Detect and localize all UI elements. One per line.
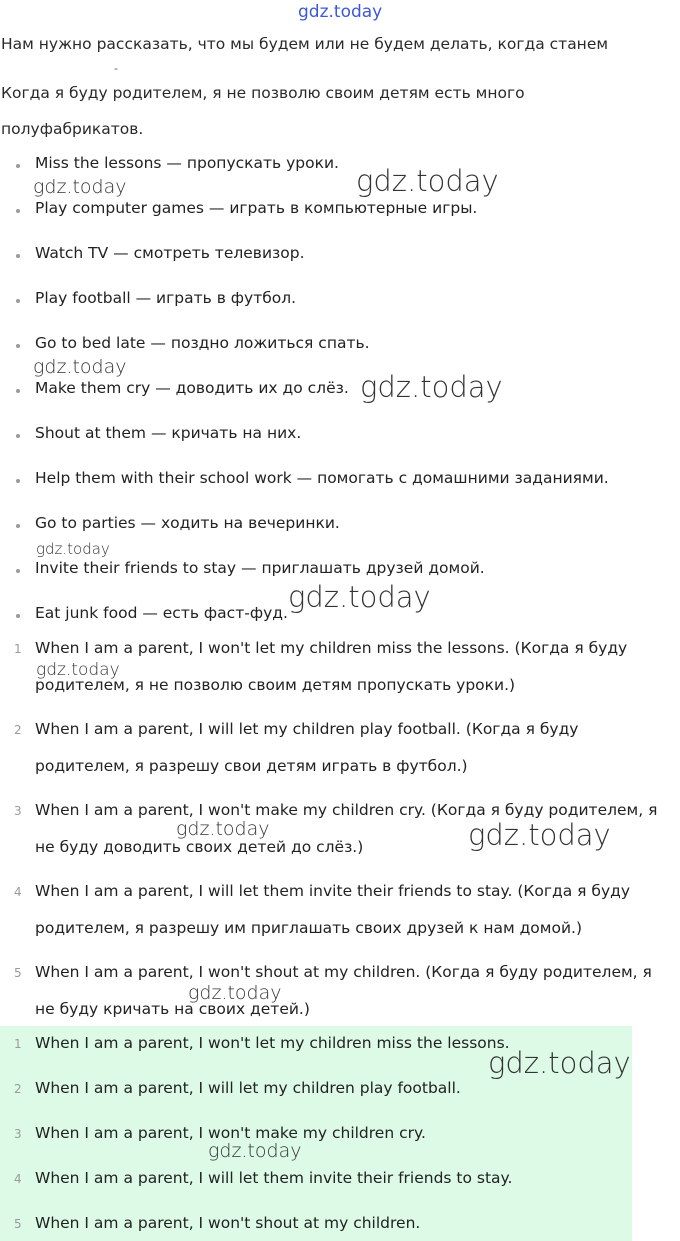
watermark: gdz.today [356,164,499,198]
watermark: gdz.today [208,1140,302,1162]
bullet-dot [16,524,20,528]
answer-number: 5 [14,966,22,980]
vocab-item: Go to parties — ходить на вечеринки. [35,514,340,532]
bullet-dot [16,614,20,618]
bullet-dot [16,299,20,303]
vocab-item: Make them cry — доводить их до слёз. [35,379,349,397]
final-answer-number: 2 [14,1082,22,1096]
vocab-item: Eat junk food — есть фаст-фуд. [35,604,288,622]
watermark: gdz.today [36,540,110,558]
watermark: gdz.today [468,818,611,852]
bullet-dot [16,434,20,438]
final-answer: When I am a parent, I will let my children play football. [35,1079,461,1097]
vocab-item: Shout at them — кричать на них. [35,424,302,442]
final-answer: When I am a parent, I won't shout at my children. [35,1214,421,1232]
answer-number: 3 [14,804,22,818]
watermark: gdz.today [188,982,282,1004]
final-answer-number: 1 [14,1037,22,1051]
answer-line: When I am a parent, I won't let my children miss the lessons. (Когда я буду [35,639,628,657]
watermark: gdz.today [176,818,270,840]
answer-line: не буду доводить своих детей до слёз.) [35,838,364,856]
watermark: gdz.today [360,370,503,404]
vocab-item: Play football — играть в футбол. [35,289,297,307]
final-answer-number: 3 [14,1127,22,1141]
answer-line: не буду кричать на своих детей.) [35,1000,310,1018]
final-answer: When I am a parent, I won't let my children miss the lessons. [35,1034,510,1052]
final-answer: When I am a parent, I will let them invite their friends to stay. [35,1169,513,1187]
watermark: gdz.today [33,176,127,198]
vocab-item: Play computer games — играть в компьютерные игры. [35,199,478,217]
final-answer-number: 4 [14,1172,22,1186]
intro-line-3: полуфабрикатов. [1,120,144,138]
vocab-item: Miss the lessons — пропускать уроки. [35,154,339,172]
final-answer-number: 5 [14,1217,22,1231]
final-answer: When I am a parent, I won't make my children cry. [35,1124,426,1142]
header-watermark: gdz.today [298,2,383,22]
answer-number: 1 [14,642,22,656]
answer-line: When I am a parent, I won't make my children cry. (Когда я буду родителем, я [35,801,658,819]
bullet-dot [16,209,20,213]
intro-line-2: Когда я буду родителем, я не позволю своим детям есть много [1,84,525,102]
watermark: gdz.today [488,1046,631,1080]
answer-line: родителем, я разрешу им приглашать своих друзей к нам домой.) [35,919,583,937]
answer-line: When I am a parent, I will let them invite their friends to stay. (Когда я буду [35,882,631,900]
vocab-item: Help them with their school work — помогать с домашними заданиями. [35,469,609,487]
answer-line: родителем, я не позволю своим детям пропускать уроки.) [35,676,516,694]
answer-number: 2 [14,723,22,737]
bullet-dot [16,479,20,483]
intro-line-1: Нам нужно рассказать, что мы будем или не будем делать, когда станем [1,35,609,53]
vocab-item: Invite their friends to stay — приглашать друзей домой. [35,559,485,577]
intro-fragment: - [114,62,118,75]
bullet-dot [16,164,20,168]
watermark: gdz.today [288,580,431,614]
answer-line: родителем, я разрешу свои детям играть в футбол.) [35,757,468,775]
answer-line: When I am a parent, I won't shout at my children. (Когда я буду родителем, я [35,963,652,981]
vocab-item: Go to bed late — поздно ложиться спать. [35,334,370,352]
bullet-dot [16,569,20,573]
watermark: gdz.today [36,660,120,680]
vocab-item: Watch TV — смотреть телевизор. [35,244,305,262]
bullet-dot [16,254,20,258]
bullet-dot [16,344,20,348]
bullet-dot [16,389,20,393]
answer-number: 4 [14,885,22,899]
answer-line: When I am a parent, I will let my children play football. (Когда я буду [35,720,579,738]
watermark: gdz.today [33,356,127,378]
